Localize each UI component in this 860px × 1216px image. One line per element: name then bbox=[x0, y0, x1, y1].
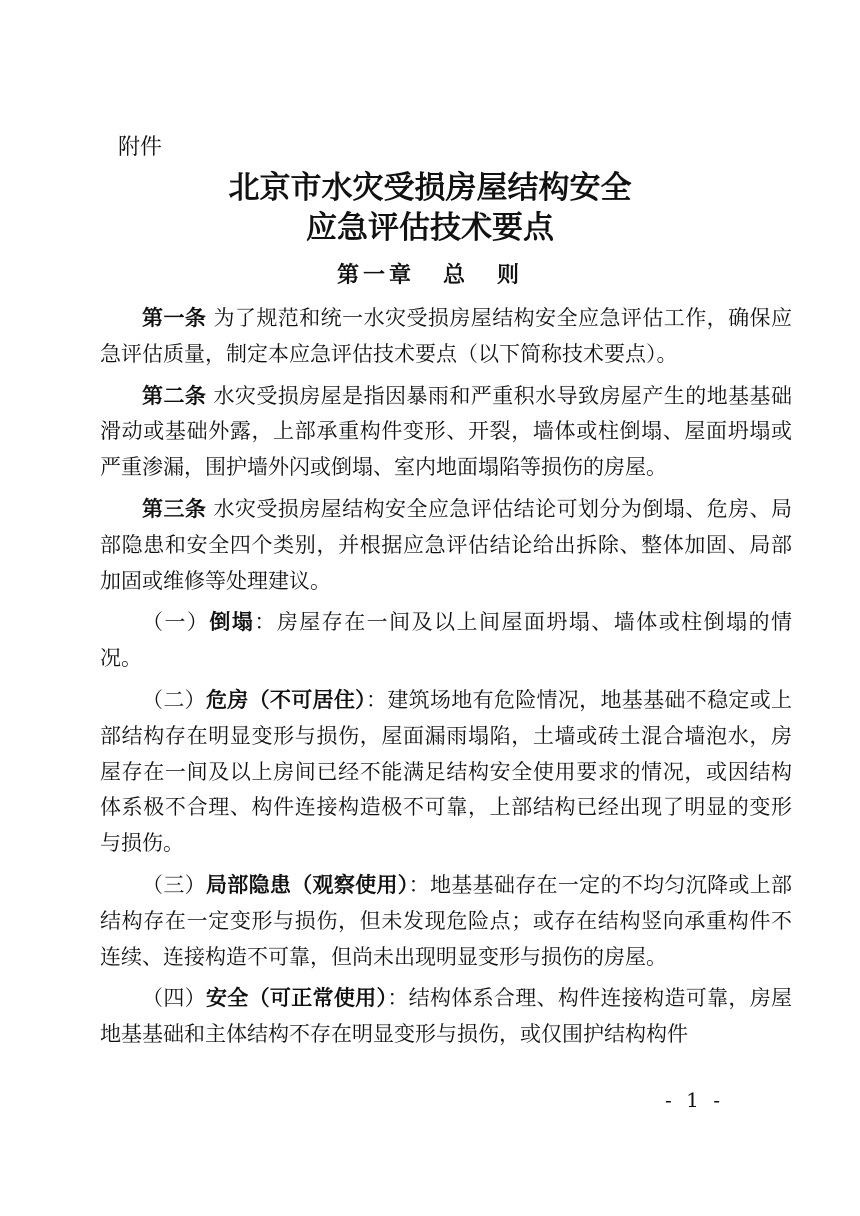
page-number: - 1 - bbox=[665, 1088, 724, 1112]
chapter-name-part-1: 总 bbox=[442, 262, 469, 288]
document-body bbox=[100, 300, 792, 1058]
item-paragraph bbox=[100, 682, 792, 862]
item-colon: ： bbox=[387, 986, 409, 1011]
item-text: 结构体系合理、构件连接构造可靠，房屋地基基础和主体结构不存在明显变形与损伤，或仅围护结构构件 bbox=[100, 986, 793, 1047]
attachment-label: 附件 bbox=[118, 135, 163, 160]
document-title-line-1: 北京市水灾受损房屋结构安全 bbox=[228, 170, 632, 206]
item-text: 地基基础存在一定的不均匀沉降或上部结构存在一定变形与损伤，但未发现危险点；或存在结构竖向承重构件不连续、连接构造不可靠，但尚未出现明显变形与损伤的房屋。 bbox=[100, 872, 793, 969]
article-label: 第三条 bbox=[142, 495, 207, 521]
item-label: 危房（不可居住） bbox=[205, 686, 366, 712]
item-paragraph bbox=[100, 980, 792, 1053]
article-text: 水灾受损房屋是指因暴雨和严重积水导致房屋产生的地基基础滑动或基础外露，上部承重构件变形、开裂，墙体或柱倒塌、屋面坍塌或严重渗漏，围护墙外闪或倒塌、室内地面塌陷等损伤的房屋。 bbox=[100, 383, 793, 480]
item-colon: ： bbox=[254, 610, 277, 635]
article-text: 为了规范和统一水灾受损房屋结构安全应急评估工作，确保应急评估质量，制定本应急评估技术要点（以下简称技术要点）。 bbox=[100, 306, 793, 366]
item-colon: ： bbox=[366, 687, 388, 712]
chapter-number: 第一章 bbox=[336, 262, 415, 288]
item-number: （三） bbox=[142, 872, 206, 897]
article-label: 第一条 bbox=[142, 305, 207, 330]
article-paragraph bbox=[100, 491, 792, 599]
document-title-line-2: 应急评估技术要点 bbox=[306, 210, 554, 246]
chapter-heading bbox=[0, 258, 860, 289]
item-paragraph bbox=[100, 604, 792, 677]
item-number: （二） bbox=[142, 687, 206, 712]
item-paragraph bbox=[100, 867, 792, 975]
item-label: 安全（可正常使用） bbox=[205, 985, 388, 1011]
item-colon: ： bbox=[408, 872, 430, 897]
chapter-name-part-2: 则 bbox=[497, 262, 524, 288]
article-paragraph bbox=[100, 378, 792, 486]
item-text: 房屋存在一间及以上间屋面坍塌、墙体或柱倒塌的情况。 bbox=[100, 610, 793, 671]
item-number: （一） bbox=[142, 610, 210, 635]
article-label: 第二条 bbox=[142, 382, 207, 408]
article-text: 水灾受损房屋结构安全应急评估结论可划分为倒塌、危房、局部隐患和安全四个类别，并根据应急评估结论给出拆除、整体加固、局部加固或维修等处理建议。 bbox=[100, 496, 793, 593]
item-label: 倒塌 bbox=[209, 609, 255, 635]
item-number: （四） bbox=[142, 986, 206, 1011]
item-text: 建筑场地有危险情况，地基基础不稳定或上部结构存在明显变形与损伤，屋面漏雨塌陷，土墙或砖土混合墙泡水，房屋存在一间及以上房间已经不能满足结构安全使用要求的情况，或因结构体系极不合理、构件连接构造极不可靠，上部结构已经出现了明显的变形与损伤。 bbox=[100, 687, 793, 856]
item-label: 局部隐患（观察使用） bbox=[205, 871, 409, 897]
article-paragraph bbox=[100, 300, 792, 373]
